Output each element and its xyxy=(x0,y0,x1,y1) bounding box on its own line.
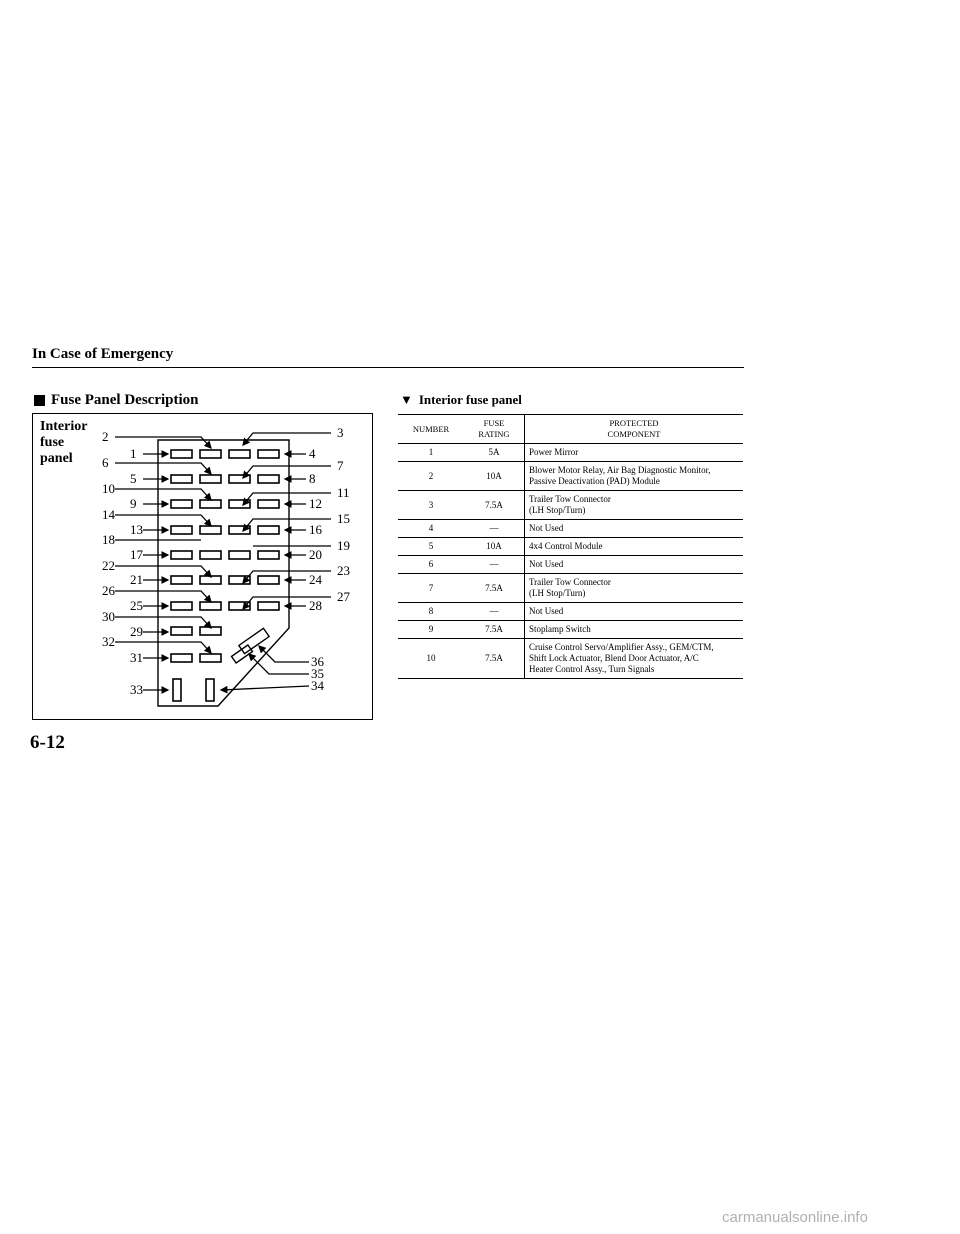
fuse-number-cell: 10 xyxy=(398,639,464,679)
callout-number: 2 xyxy=(102,429,109,444)
callout-number: 10 xyxy=(102,481,115,496)
fuse-rating-cell: 10A xyxy=(464,462,525,491)
protected-component-cell: 4x4 Control Module xyxy=(525,538,744,556)
fuse-slot xyxy=(229,475,250,483)
fuse-number-cell: 4 xyxy=(398,520,464,538)
table-row xyxy=(398,444,743,462)
maxi-fuse xyxy=(206,679,214,701)
fuse-rating-cell: 7.5A xyxy=(464,491,525,520)
callout-number: 9 xyxy=(130,496,137,511)
fuse-slot xyxy=(171,475,192,483)
callout-number: 6 xyxy=(102,455,109,470)
fuse-number-cell: 8 xyxy=(398,603,464,621)
fuse-number-cell: 3 xyxy=(398,491,464,520)
fuse-slot xyxy=(200,500,221,508)
table-heading xyxy=(400,392,522,408)
callout-number: 1 xyxy=(130,446,137,461)
table-header-row xyxy=(398,415,743,444)
page-number: 6-12 xyxy=(30,732,65,753)
fuse-number-cell: 9 xyxy=(398,621,464,639)
protected-component-cell: Power Mirror xyxy=(525,444,744,462)
fuse-slot xyxy=(171,526,192,534)
callout-number: 30 xyxy=(102,609,115,624)
fuse-number-cell: 2 xyxy=(398,462,464,491)
fuse-rating-cell: — xyxy=(464,556,525,574)
section-heading xyxy=(34,392,199,409)
fuse-slot xyxy=(171,602,192,610)
fuse-rating-cell: 10A xyxy=(464,538,525,556)
fuse-slot xyxy=(258,602,279,610)
table-row xyxy=(398,639,743,679)
callout-number: 15 xyxy=(337,511,350,526)
panel-outline xyxy=(158,440,289,706)
callout-number: 16 xyxy=(309,522,322,537)
fuse-slot xyxy=(200,602,221,610)
fuse-slot xyxy=(229,576,250,584)
table-row xyxy=(398,603,743,621)
protected-component-cell: Cruise Control Servo/Amplifier Assy., GEM/CTM, Shift Lock Actuator, Blend Door Actuator, A/C Heater Control Assy., Turn Signals xyxy=(525,639,744,679)
callout-number: 7 xyxy=(337,458,344,473)
triangle-down-icon: ▼ xyxy=(400,392,413,407)
callout-number: 24 xyxy=(309,572,322,587)
fuse-number-cell: 7 xyxy=(398,574,464,603)
fuse-slot xyxy=(200,526,221,534)
protected-component-cell: Not Used xyxy=(525,603,744,621)
fuse-slot xyxy=(258,450,279,458)
fuse-slot xyxy=(258,475,279,483)
callout-number: 27 xyxy=(337,589,350,604)
leader-line xyxy=(259,646,309,662)
header-component: PROTECTED COMPONENT xyxy=(525,415,744,444)
callout-number: 3 xyxy=(337,425,344,440)
fuse-panel-drawing xyxy=(33,414,374,721)
protected-component-cell: Not Used xyxy=(525,520,744,538)
table-title: Interior fuse panel xyxy=(418,392,522,407)
fuse-slot xyxy=(171,627,192,635)
fuse-slot xyxy=(229,450,250,458)
chapter-title: In Case of Emergency xyxy=(32,346,174,362)
fuse-slot xyxy=(229,602,250,610)
callout-number: 18 xyxy=(102,532,115,547)
table-row xyxy=(398,556,743,574)
table-row xyxy=(398,538,743,556)
fuse-slot xyxy=(171,551,192,559)
protected-component-cell: Stoplamp Switch xyxy=(525,621,744,639)
fuse-slot xyxy=(200,654,221,662)
callout-number: 28 xyxy=(309,598,322,613)
fuse-slot xyxy=(258,500,279,508)
panel-label-line: fuse xyxy=(40,435,65,450)
header-rating: FUSE RATING xyxy=(464,415,525,444)
square-bullet-icon xyxy=(34,395,45,406)
callout-number: 19 xyxy=(337,538,350,553)
callout-number: 20 xyxy=(309,547,322,562)
callout-number: 14 xyxy=(102,507,115,522)
fuse-slot xyxy=(171,450,192,458)
callout-number: 21 xyxy=(130,572,143,587)
watermark: carmanualsonline.info xyxy=(722,1209,868,1226)
fuse-rating-cell: 7.5A xyxy=(464,574,525,603)
header-divider xyxy=(32,367,744,368)
relay-slot xyxy=(239,628,269,653)
callout-number: 31 xyxy=(130,650,143,665)
callout-number: 32 xyxy=(102,634,115,649)
fuse-number-cell: 1 xyxy=(398,444,464,462)
callout-number: 34 xyxy=(311,678,324,693)
callout-number: 23 xyxy=(337,563,350,578)
callout-number: 35 xyxy=(311,666,324,681)
fuse-slot xyxy=(171,500,192,508)
protected-component-cell: Blower Motor Relay, Air Bag Diagnostic Monitor, Passive Deactivation (PAD) Module xyxy=(525,462,744,491)
callout-number: 29 xyxy=(130,624,143,639)
fuse-rating-cell: 5A xyxy=(464,444,525,462)
leader-line xyxy=(243,433,331,445)
fuse-number-cell: 5 xyxy=(398,538,464,556)
fuse-slot xyxy=(200,450,221,458)
fuse-rating-cell: 7.5A xyxy=(464,621,525,639)
callout-number: 4 xyxy=(309,446,316,461)
maxi-fuse xyxy=(173,679,181,701)
table-row xyxy=(398,491,743,520)
callout-number: 12 xyxy=(309,496,322,511)
fuse-rating-cell: 7.5A xyxy=(464,639,525,679)
fuse-rating-cell: — xyxy=(464,603,525,621)
callout-number: 36 xyxy=(311,654,324,669)
callout-number: 17 xyxy=(130,547,143,562)
header-number: NUMBER xyxy=(398,415,464,444)
callout-number: 11 xyxy=(337,485,350,500)
callout-number: 5 xyxy=(130,471,137,486)
callout-number: 25 xyxy=(130,598,143,613)
callout-number: 8 xyxy=(309,471,316,486)
panel-label-line: Interior xyxy=(40,419,88,434)
fuse-panel-diagram xyxy=(32,413,373,720)
table-row xyxy=(398,520,743,538)
fuse-slot xyxy=(171,576,192,584)
fuse-slot xyxy=(258,576,279,584)
section-title: Fuse Panel Description xyxy=(51,392,199,408)
fuse-table xyxy=(398,414,743,679)
table-row xyxy=(398,462,743,491)
fuse-rating-cell: — xyxy=(464,520,525,538)
fuse-slot xyxy=(200,551,221,559)
fuse-slot xyxy=(171,654,192,662)
protected-component-cell: Trailer Tow Connector (LH Stop/Turn) xyxy=(525,574,744,603)
panel-label-line: panel xyxy=(40,451,73,466)
table-row xyxy=(398,621,743,639)
fuse-slot xyxy=(258,526,279,534)
callout-number: 26 xyxy=(102,583,115,598)
fuse-slot xyxy=(229,551,250,559)
callout-number: 22 xyxy=(102,558,115,573)
fuse-slot xyxy=(258,551,279,559)
callout-number: 33 xyxy=(130,682,143,697)
protected-component-cell: Not Used xyxy=(525,556,744,574)
callout-number: 13 xyxy=(130,522,143,537)
leader-line xyxy=(249,654,309,674)
leader-line xyxy=(243,466,331,478)
protected-component-cell: Trailer Tow Connector (LH Stop/Turn) xyxy=(525,491,744,520)
table-row xyxy=(398,574,743,603)
fuse-number-cell: 6 xyxy=(398,556,464,574)
fuse-slot xyxy=(200,475,221,483)
